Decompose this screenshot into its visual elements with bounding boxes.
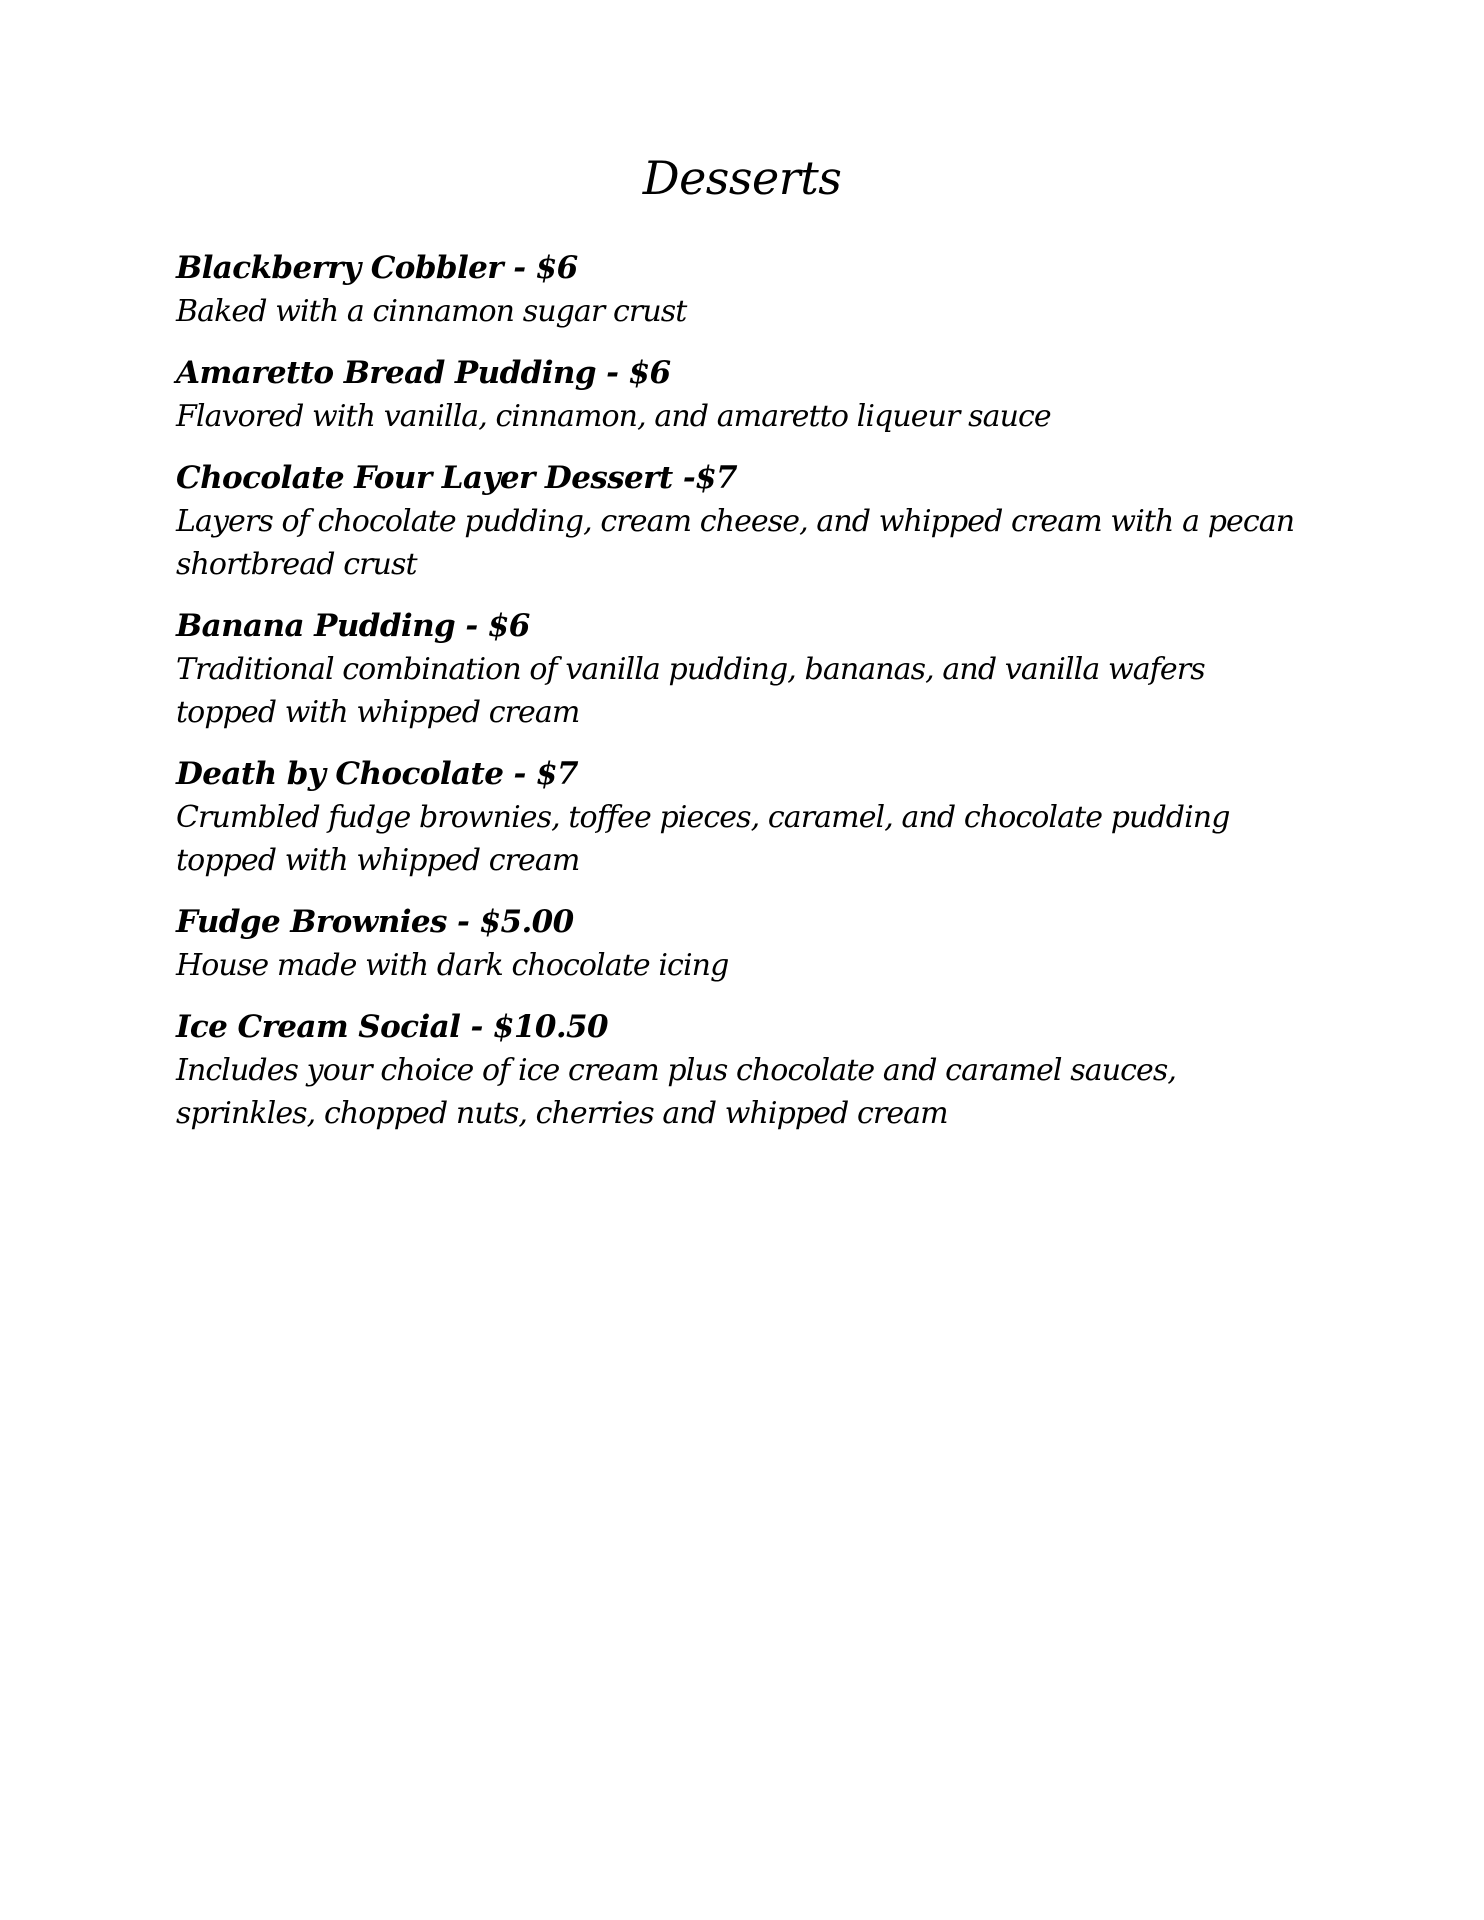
menu-item (176, 351, 1316, 438)
dessert-list (176, 246, 1316, 1153)
item-description: Crumbled fudge brownies, toffee pieces, caramel, and chocolate pudding topped with whipped cream (176, 800, 1230, 878)
item-description: House made with dark chocolate icing (176, 948, 729, 983)
menu-title: Desserts (642, 151, 842, 205)
menu-item (176, 246, 1316, 333)
item-description: Includes your choice of ice cream plus chocolate and caramel sauces, sprinkles, chopped nuts, cherries and whipped cream (176, 1053, 1177, 1131)
item-name: Blackberry Cobbler - $6 (176, 250, 578, 286)
item-description: Baked with a cinnamon sugar crust (176, 294, 687, 329)
menu-item (176, 456, 1316, 586)
item-description: Layers of chocolate pudding, cream cheese, and whipped cream with a pecan shortbread crust (176, 504, 1295, 582)
menu-item (176, 752, 1316, 882)
item-description: Flavored with vanilla, cinnamon, and amaretto liqueur sauce (176, 399, 1051, 434)
menu-item (176, 900, 1316, 987)
item-name: Death by Chocolate - $7 (176, 756, 578, 792)
menu-item (176, 1005, 1316, 1135)
item-name: Fudge Brownies - $5.00 (176, 904, 574, 940)
item-name: Banana Pudding - $6 (176, 608, 530, 644)
item-name: Ice Cream Social - $10.50 (176, 1009, 608, 1045)
item-name: Chocolate Four Layer Dessert -$7 (176, 460, 738, 496)
item-name: Amaretto Bread Pudding - $6 (176, 355, 671, 391)
menu-item (176, 604, 1316, 734)
item-description: Traditional combination of vanilla pudding, bananas, and vanilla wafers topped with whipped cream (176, 652, 1205, 730)
